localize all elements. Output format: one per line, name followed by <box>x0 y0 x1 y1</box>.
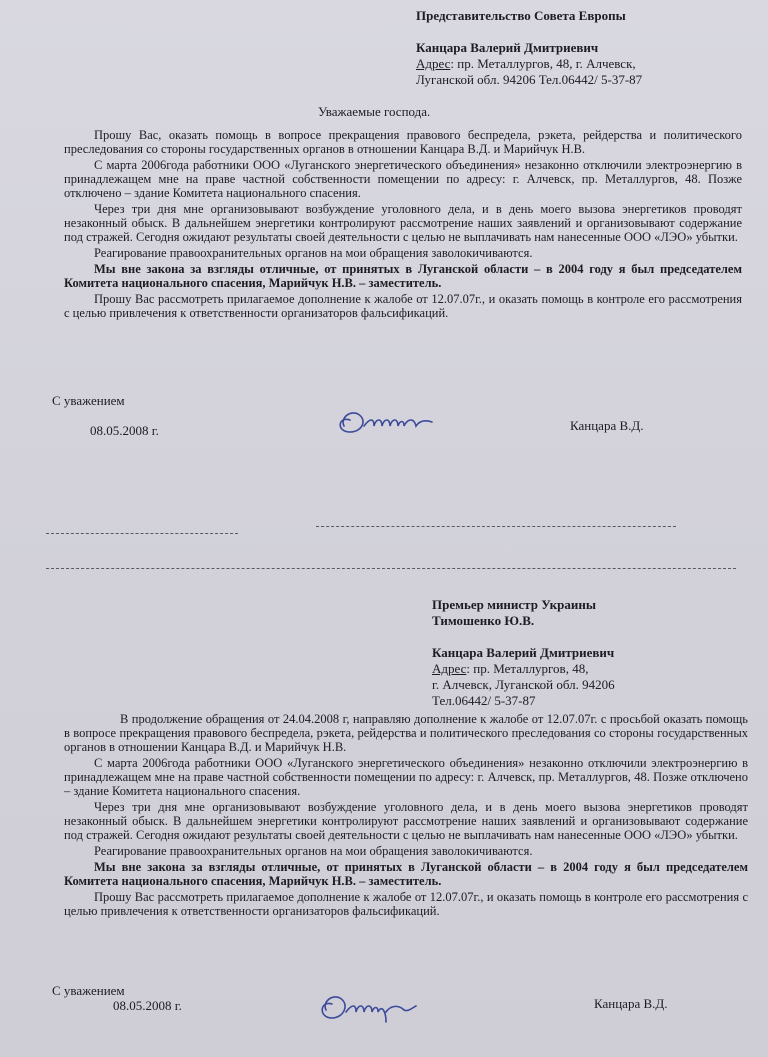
letter1-address-line2: Луганской обл. 94206 Тел.06442/ 5-37-87 <box>416 72 643 87</box>
letter1-signer: Канцара В.Д. <box>570 418 644 433</box>
letter2-paragraph: Через три дня мне организовывают возбуждение уголовного дела, и в день моего вызова энергетиков проводят незаконный обыск. В дальнейшем энергетики контролируют рассмотрение наших заявлений и организовывают содержание под стражей. Сегодня ожидают результаты своей деятельности с целью не выплачивать нам нанесенные ООО «ЛЭО» убытки. <box>64 800 748 842</box>
separator-line <box>46 568 736 569</box>
letter1-paragraph: Прошу Вас, оказать помощь в вопросе прекращения правового беспредела, рэкета, рейдерства и политического преследования со стороны государственных органов в отношении Канцара В.Д. и Марийчук Н.В. <box>64 128 742 156</box>
letter2-paragraph-bold: Мы вне закона за взгляды отличные, от принятых в Луганской области – в 2004 году я был председателем Комитета национального спасения, Марийчук Н.В. – заместитель. <box>64 860 748 888</box>
separator-line <box>316 526 676 527</box>
letter2-closing: С уважением <box>52 983 125 998</box>
letter2-address-text: : пр. Металлургов, 48, <box>466 661 589 676</box>
letter2-signer: Канцара В.Д. <box>594 996 668 1011</box>
letter2-recipient-line1: Премьер министр Украины <box>432 597 597 612</box>
letter2-signature <box>312 982 422 1026</box>
letter1-address-line1 <box>416 56 642 72</box>
letter1-recipient: Представительство Совета Европы <box>416 8 626 23</box>
letter2-paragraph: В продолжение обращения от 24.04.2008 г, направляю дополнение к жалобе от 12.07.07г. с просьбой оказать помощь в вопросе прекращения правового беспредела, рэкета, рейдерства и политического преследования со стороны государственных органов в отношении Канцара В.Д. и Марийчук Н.В. <box>64 712 748 754</box>
letter1-header <box>416 8 642 88</box>
letter2-sender-name: Канцара Валерий Дмитриевич <box>432 645 615 660</box>
letter1-paragraph: С марта 2006года работники ООО «Луганского энергетического объединения» незаконно отключили электроэнергию в принадлежащем мне на праве частной собственности помещении по адресу: г. Алчевск, пр. Металлургов, 48. Позже отключено – здание Комитета национального спасения. <box>64 158 742 200</box>
letter2-header <box>432 597 615 709</box>
letter1-paragraph: Прошу Вас рассмотреть прилагаемое дополнение к жалобе от 12.07.07г., и оказать помощь в контроле его рассмотрения с целью привлечения к ответственности организаторов фальсификаций. <box>64 292 742 320</box>
letter1-paragraph: Реагирование правоохранительных органов на мои обращения заволокичиваются. <box>94 246 533 260</box>
letter1-address-text: : пр. Металлургов, 48, г. Алчевск, <box>450 56 636 71</box>
letter1-address-label: Адрес <box>416 56 451 71</box>
letter2-address-line1 <box>432 661 615 677</box>
letter2-address-line2: г. Алчевск, Луганской обл. 94206 <box>432 677 615 692</box>
letter2-paragraph: Прошу Вас рассмотреть прилагаемое дополнение к жалобе от 12.07.07г., и оказать помощь в контроле его рассмотрения с целью привлечения к ответственности организаторов фальсификаций. <box>64 890 748 918</box>
letter1-body <box>64 128 742 322</box>
letter2-body <box>64 712 748 920</box>
letter2-address-line3: Тел.06442/ 5-37-87 <box>432 693 536 708</box>
letter2-paragraph: Реагирование правоохранительных органов на мои обращения заволокичиваются. <box>94 844 533 858</box>
letter1-paragraph-bold: Мы вне закона за взгляды отличные, от принятых в Луганской области – в 2004 году я был председателем Комитета национального спасения, Марийчук Н.В. – заместитель. <box>64 262 742 290</box>
letter1-closing: С уважением <box>52 393 125 408</box>
separator-line <box>46 533 238 534</box>
letter1-signature <box>328 396 440 438</box>
letter2-address-label: Адрес <box>432 661 467 676</box>
letter1-sender-name: Канцара Валерий Дмитриевич <box>416 40 599 55</box>
letter2-recipient-line2: Тимошенко Ю.В. <box>432 613 535 628</box>
letter1-date: 08.05.2008 г. <box>90 423 159 438</box>
letter2-date: 08.05.2008 г. <box>113 998 182 1013</box>
letter2-paragraph: С марта 2006года работники ООО «Луганского энергетического объединения» незаконно отключили электроэнергию в принадлежащем мне на праве частной собственности помещении по адресу: г. Алчевск, пр. Металлургов, 48. Позже отключено – здание Комитета национального спасения. <box>64 756 748 798</box>
letter1-greeting: Уважаемые господа. <box>318 104 431 119</box>
letter1-paragraph: Через три дня мне организовывают возбуждение уголовного дела, и в день моего вызова энергетиков проводят незаконный обыск. В дальнейшем энергетики контролируют рассмотрение наших заявлений и организовывают содержание под стражей. Сегодня ожидают результаты своей деятельности с целью не выплачивать нам нанесенные ООО «ЛЭО» убытки. <box>64 202 742 244</box>
